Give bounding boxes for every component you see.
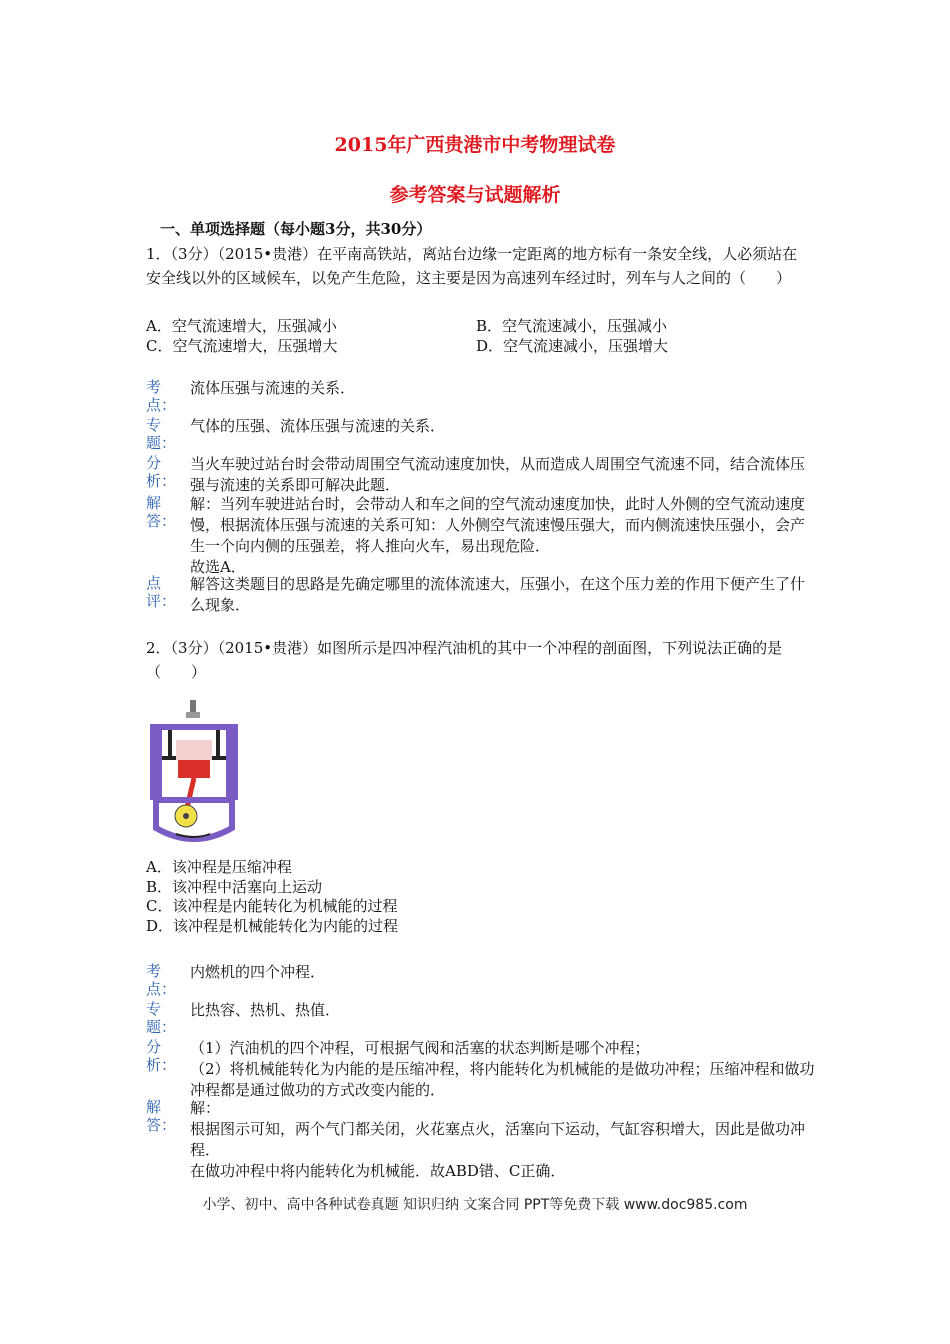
- kaodian-label: 考 点：: [146, 378, 177, 414]
- question-1-analysis: [146, 378, 816, 614]
- fenxi-row: [146, 454, 816, 494]
- zhuanti-text: 比热容、热机、热值．: [190, 1001, 341, 1019]
- jieda-label: 解 答：: [146, 1098, 177, 1134]
- jieda-text: 解： 根据图示可知，两个气门都关闭，火花塞点火，活塞向下运动，气缸容积增大，因此是做功冲程． 在做功冲程中将内能转化为机械能．故ABD错、C正确．: [190, 1099, 806, 1180]
- jieda-text: 解：当列车驶进站台时，会带动人和车之间的空气流动速度加快，此时人外侧的空气流动速度慢，根据流体压强与流速的关系可知：人外侧空气流速慢压强大，而内侧流速快压强小，会产生一个向内侧的压强差，将人推向火车，易出现危险． 故选A．: [190, 495, 806, 576]
- kaodian-row: [146, 962, 816, 1000]
- option-d: D．空气流速减小，压强增大: [476, 337, 669, 355]
- question-2-options: [146, 858, 398, 936]
- fenxi-text: （1）汽油机的四个冲程，可根据气阀和活塞的状态判断是哪个冲程； （2）将机械能转化为内能的是压缩冲程，将内能转化为机械能的是做功冲程；压缩冲程和做功冲程都是通过做功的方式改变内能的．: [190, 1039, 815, 1099]
- dianping-row: [146, 574, 816, 614]
- question-2-stem: 2．（3分）（2015•贵港）如图所示是四冲程汽油机的其中一个冲程的剖面图，下列说法正确的是（ ）: [146, 639, 783, 681]
- kaodian-row: [146, 378, 816, 416]
- question-1-options: [146, 316, 668, 356]
- jieda-row: [146, 494, 816, 574]
- option-d: D．该冲程是机械能转化为内能的过程: [146, 916, 399, 935]
- option-a: A．空气流速增大，压强减小: [146, 317, 337, 335]
- page-subtitle: 参考答案与试题解析: [389, 184, 561, 206]
- option-c: C．该冲程是内能转化为机械能的过程: [146, 897, 398, 915]
- kaodian-text: 流体压强与流速的关系．: [190, 379, 356, 397]
- fenxi-label: 分 析：: [146, 454, 177, 490]
- option-a: A．该冲程是压缩冲程: [146, 858, 292, 876]
- kaodian-text: 内燃机的四个冲程．: [190, 963, 326, 981]
- engine-cross-section-image: [146, 700, 242, 846]
- option-b: B．空气流速减小，压强减小: [476, 317, 668, 335]
- dianping-label: 点 评：: [146, 574, 177, 610]
- question-1-stem: 1．（3分）（2015•贵港）在平南高铁站，离站台边缘一定距离的地方标有一条安全线，人必须站在安全线以外的区域候车，以免产生危险，这主要是因为高速列车经过时，列车与人之间的（ ）: [146, 245, 798, 287]
- zhuanti-label: 专 题：: [146, 416, 177, 452]
- option-b: B．该冲程中活塞向上运动: [146, 877, 323, 896]
- question-2-analysis: [146, 962, 816, 1182]
- zhuanti-label: 专 题：: [146, 1000, 177, 1036]
- zhuanti-row: [146, 416, 816, 454]
- fenxi-row: [146, 1038, 816, 1098]
- zhuanti-text: 气体的压强、流体压强与流速的关系．: [190, 417, 446, 435]
- fenxi-text: 当火车驶过站台时会带动周围空气流动速度加快，从而造成人周围空气流速不同，结合流体压强与流速的关系即可解决此题．: [190, 455, 806, 494]
- option-c: C．空气流速增大，压强增大: [146, 337, 338, 355]
- jieda-label: 解 答：: [146, 494, 177, 530]
- section-heading: 一、单项选择题（每小题3分，共30分）: [160, 220, 432, 238]
- fenxi-label: 分 析：: [146, 1038, 177, 1074]
- dianping-text: 解答这类题目的思路是先确定哪里的流体流速大，压强小，在这个压力差的作用下便产生了什么现象．: [190, 575, 806, 614]
- jieda-row: [146, 1098, 816, 1182]
- zhuanti-row: [146, 1000, 816, 1038]
- kaodian-label: 考 点：: [146, 962, 177, 998]
- page-footer: 小学、初中、高中各种试卷真题 知识归纳 文案合同 PPT等免费下载 www.doc985.com: [202, 1197, 748, 1213]
- page-title: 2015年广西贵港市中考物理试卷: [334, 134, 616, 156]
